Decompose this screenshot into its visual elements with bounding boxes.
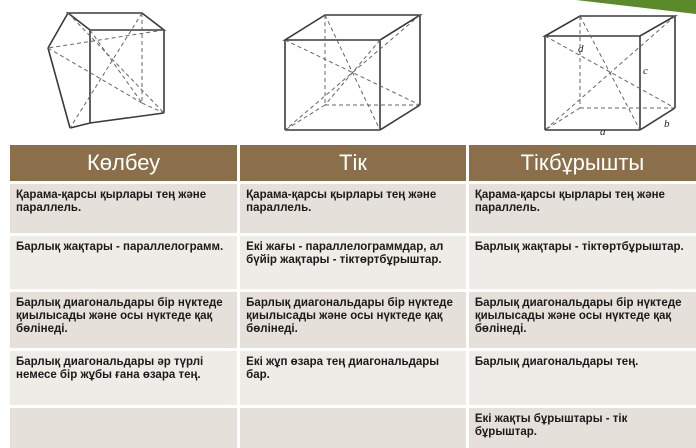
label-a: a [600, 126, 606, 138]
label-c: c [643, 65, 648, 77]
label-d: d [578, 43, 584, 55]
table-cell: Барлық жақтары - параллелограмм. [10, 235, 239, 291]
table-cell [239, 407, 468, 448]
table-cell: Екі жақты бұрыштары - тік бұрыштар. [467, 407, 696, 448]
table-cell: Барлық диагональдары тең. [467, 350, 696, 407]
table-row [10, 350, 696, 407]
table-cell: Екі жағы - параллелограммдар, ал бүйір жақтары - тіктөртбұрыштар. [239, 235, 468, 291]
figures-area [0, 0, 696, 145]
right-parallelepiped-figure [280, 10, 430, 140]
rectangular-parallelepiped-figure [540, 8, 690, 138]
table-cell: Барлық диагональдары бір нүктеде қиылысады және осы нүктеде қақ бөлінеді. [10, 291, 239, 350]
column-header-rectangular: Тікбұрышты [467, 145, 696, 183]
column-header-oblique: Көлбеу [10, 145, 239, 183]
table-cell: Екі жұп өзара тең диагональдары бар. [239, 350, 468, 407]
table-cell: Барлық диагональдары бір нүктеде қиылысады және осы нүктеде қақ бөлінеді. [467, 291, 696, 350]
table-cell: Барлық диагональдары әр түрлі немесе бір жұбы ғана өзара тең. [10, 350, 239, 407]
table-row [10, 183, 696, 235]
table-cell: Қарама-қарсы қырлары тең және параллель. [467, 183, 696, 235]
label-b: b [664, 118, 670, 130]
comparison-table [10, 145, 696, 448]
table-cell: Қарама-қарсы қырлары тең және параллель. [10, 183, 239, 235]
column-header-right: Тік [239, 145, 468, 183]
table-row [10, 407, 696, 448]
table-cell: Барлық жақтары - тіктөртбұрыштар. [467, 235, 696, 291]
table-cell [10, 407, 239, 448]
oblique-parallelepiped-figure [40, 8, 170, 138]
table-row [10, 291, 696, 350]
table-cell: Барлық диагональдары бір нүктеде қиылысады және осы нүктеде қақ бөлінеді. [239, 291, 468, 350]
table-cell: Қарама-қарсы қырлары тең және параллель. [239, 183, 468, 235]
header-row [10, 145, 696, 183]
table-row [10, 235, 696, 291]
